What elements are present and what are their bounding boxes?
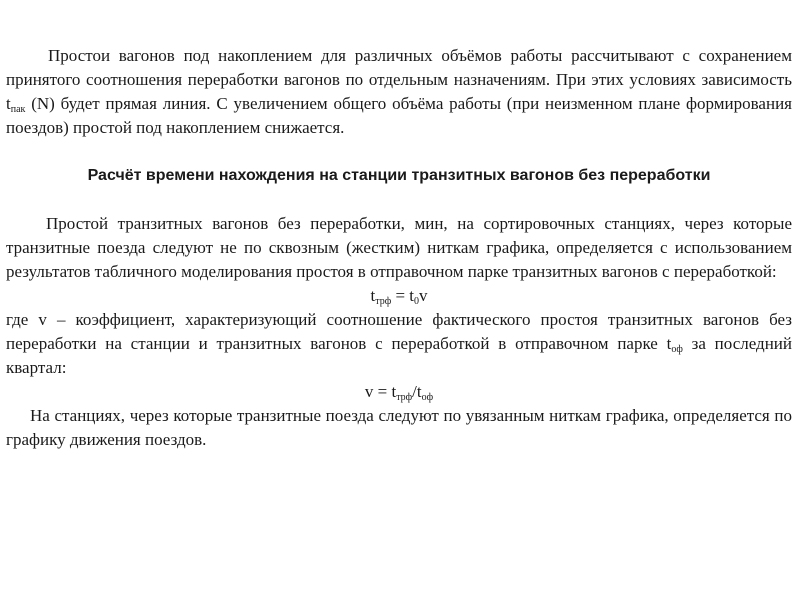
intro-text-end: (N) будет прямая линия. С увеличением общего объёма работы (при неизменном плане формирования поездов) простой под накоплением снижается. bbox=[6, 94, 792, 137]
section-heading: Расчёт времени нахождения на станции транзитных вагонов без переработки bbox=[87, 167, 711, 184]
schedule-paragraph: На станциях, через которые транзитные поезда следуют по увязанным ниткам графика, определяется по графику движения поездов. bbox=[6, 406, 792, 449]
formula1-rhs: v bbox=[419, 286, 428, 305]
formula1-lhs: t bbox=[370, 286, 376, 305]
formula2-sub1: трф bbox=[396, 392, 413, 403]
coefficient-tail: за последний квартал: bbox=[6, 334, 792, 377]
coefficient-sub: оф bbox=[671, 344, 683, 355]
intro-text-start: Простои вагонов под накоплением для различных объёмов работы рассчитывают с сохранением принятого соотношения переработки вагонов по отдельным назначениям. При этих условиях зависимость t bbox=[6, 46, 792, 113]
formula2-lhs: v = t bbox=[364, 382, 397, 401]
formula1-t0-sub: 0 bbox=[414, 296, 420, 307]
formula-t-trf bbox=[6, 284, 792, 308]
coefficient-text: где v – коэффициент, характеризующий соотношение фактического простоя транзитных вагонов без переработки на станции и транзитных вагонов с переработкой в отправочном парке t bbox=[6, 310, 792, 353]
document-page bbox=[6, 44, 792, 452]
transit-paragraph: Простой транзитных вагонов без переработки, мин, на сортировочных станциях, через которые транзитные поезда следуют не по сквозным (жестким) ниткам графика, определяется с использованием результатов табличного моделирования простоя в отправочном парке транзитных вагонов с переработкой: bbox=[6, 214, 792, 281]
formula2-sub2: оф bbox=[421, 392, 434, 403]
formula1-eq: = t bbox=[391, 286, 415, 305]
formula1-lhs-sub: трф bbox=[375, 296, 392, 307]
formula-v bbox=[6, 380, 792, 404]
intro-paragraph bbox=[6, 44, 792, 140]
coefficient-paragraph bbox=[6, 308, 792, 380]
formula2-mid: /t bbox=[412, 382, 422, 401]
intro-subscript: пак bbox=[10, 104, 26, 115]
